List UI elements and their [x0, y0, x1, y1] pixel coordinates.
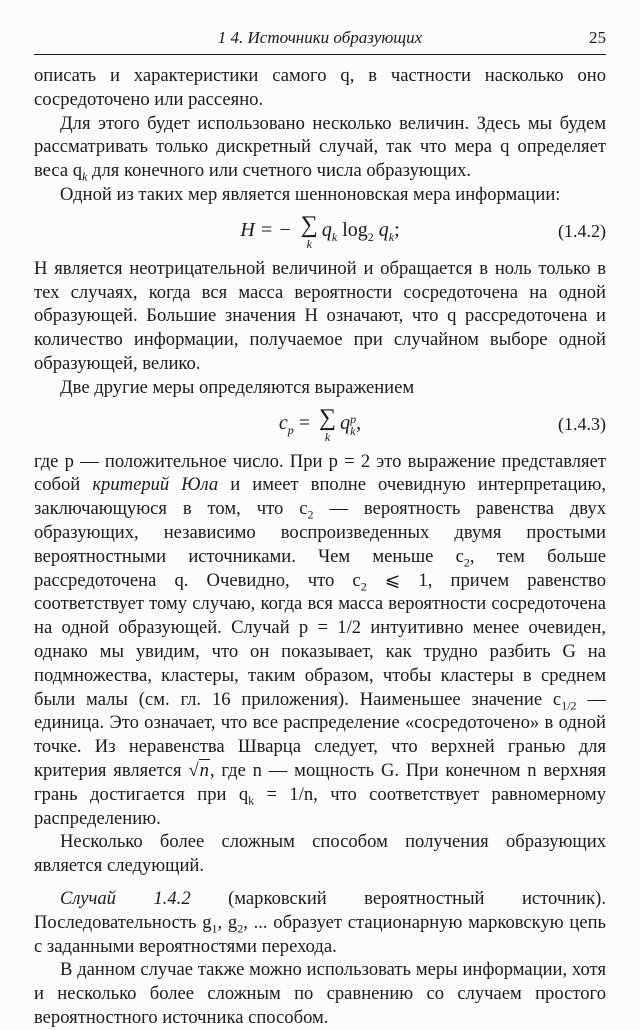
- equation-1-4-3: [34, 402, 606, 448]
- paragraph-9: В данном случае также можно использовать меры информации, хотя и несколько более сложным по сравнению со случаем простого вероятностного источника способом.: [34, 959, 606, 1028]
- paragraph-6: где p — положительное число. При p = 2 это выражение представляет собой критерий Юла и имеет вполне очевидную интерпретацию, заключающуюся в том, что $c_2$ — вероятность равенства двух образующих, независимо воспроизведенных двумя простыми вероятностными источниками. Чем меньше $c_2$, тем больше рассредоточена q. Очевидно, что $c_2$ ⩽ 1, причем равенство соответствует тому случаю, когда вся масса вероятности сосредоточена на одной образующей. Случай p = 1/2 интуитивно менее очевиден, однако мы увидим, что он показывает, как трудно разбить G на подмножества, кластеры, таким образом, чтобы кластеры в среднем были малы (см. гл. 16 приложения). Наименьшее значение $c_{1/2}$ — единица. Это означает, что все распределение «сосредоточено» в одной точке. Из неравенства Шварца следует, что верхней гранью для критерия является √n, где n — мощность G. При конечном n верхняя грань достигается при $q_k = 1/n$, что соответствует равномерному распределению.: [34, 450, 606, 829]
- sqrt-symbol: √n: [188, 759, 209, 781]
- running-title: 1 4. Источники образующих: [217, 28, 423, 47]
- equation-body: $c_p$ = ∑ k q p k ,: [278, 405, 362, 445]
- paragraph-7: Несколько более сложным способом получения образующих является следующий.: [34, 831, 606, 877]
- paragraph-5: Две другие меры определяются выражением: [60, 376, 415, 398]
- paragraph-2: Для этого будет использовано несколько величин. Здесь мы будем рассматривать только дискретный случай, так что мера q определяет веса $q_k$ для конечного или счетного числа образующих.: [34, 112, 606, 184]
- equation-1-4-2: [34, 209, 606, 255]
- paragraph-3: Одной из таких мер является шенноновская мера информации:: [60, 183, 561, 205]
- page-number: 25: [589, 28, 606, 47]
- equation-body: H = − ∑ k $q_k$ $\log_2 q_k$;: [240, 212, 400, 252]
- summation-symbol: ∑ k: [319, 405, 337, 445]
- page-header: [34, 24, 606, 55]
- paragraph-1: описать и характеристики самого q, в частности насколько оно сосредоточено или рассеяно.: [34, 65, 606, 110]
- equation-number: (1.4.2): [558, 220, 606, 241]
- page-body: [34, 64, 606, 1030]
- paragraph-8: Случай 1.4.2 (марковский вероятностный источник). Последовательность $g_1$, $g_2$, ... образует стационарную марковскую цепь с заданными вероятностями перехода.: [34, 887, 607, 957]
- equation-number: (1.4.3): [558, 413, 606, 434]
- summation-symbol: ∑ k: [300, 212, 318, 252]
- paragraph-4: H является неотрицательной величиной и обращается в ноль только в тех случаях, когда вся масса вероятности сосредоточена на одной образующей. Большие значения H означают, что q рассредоточена и количество информации, получаемое при случайном выборе одной образующей, велико.: [34, 257, 606, 374]
